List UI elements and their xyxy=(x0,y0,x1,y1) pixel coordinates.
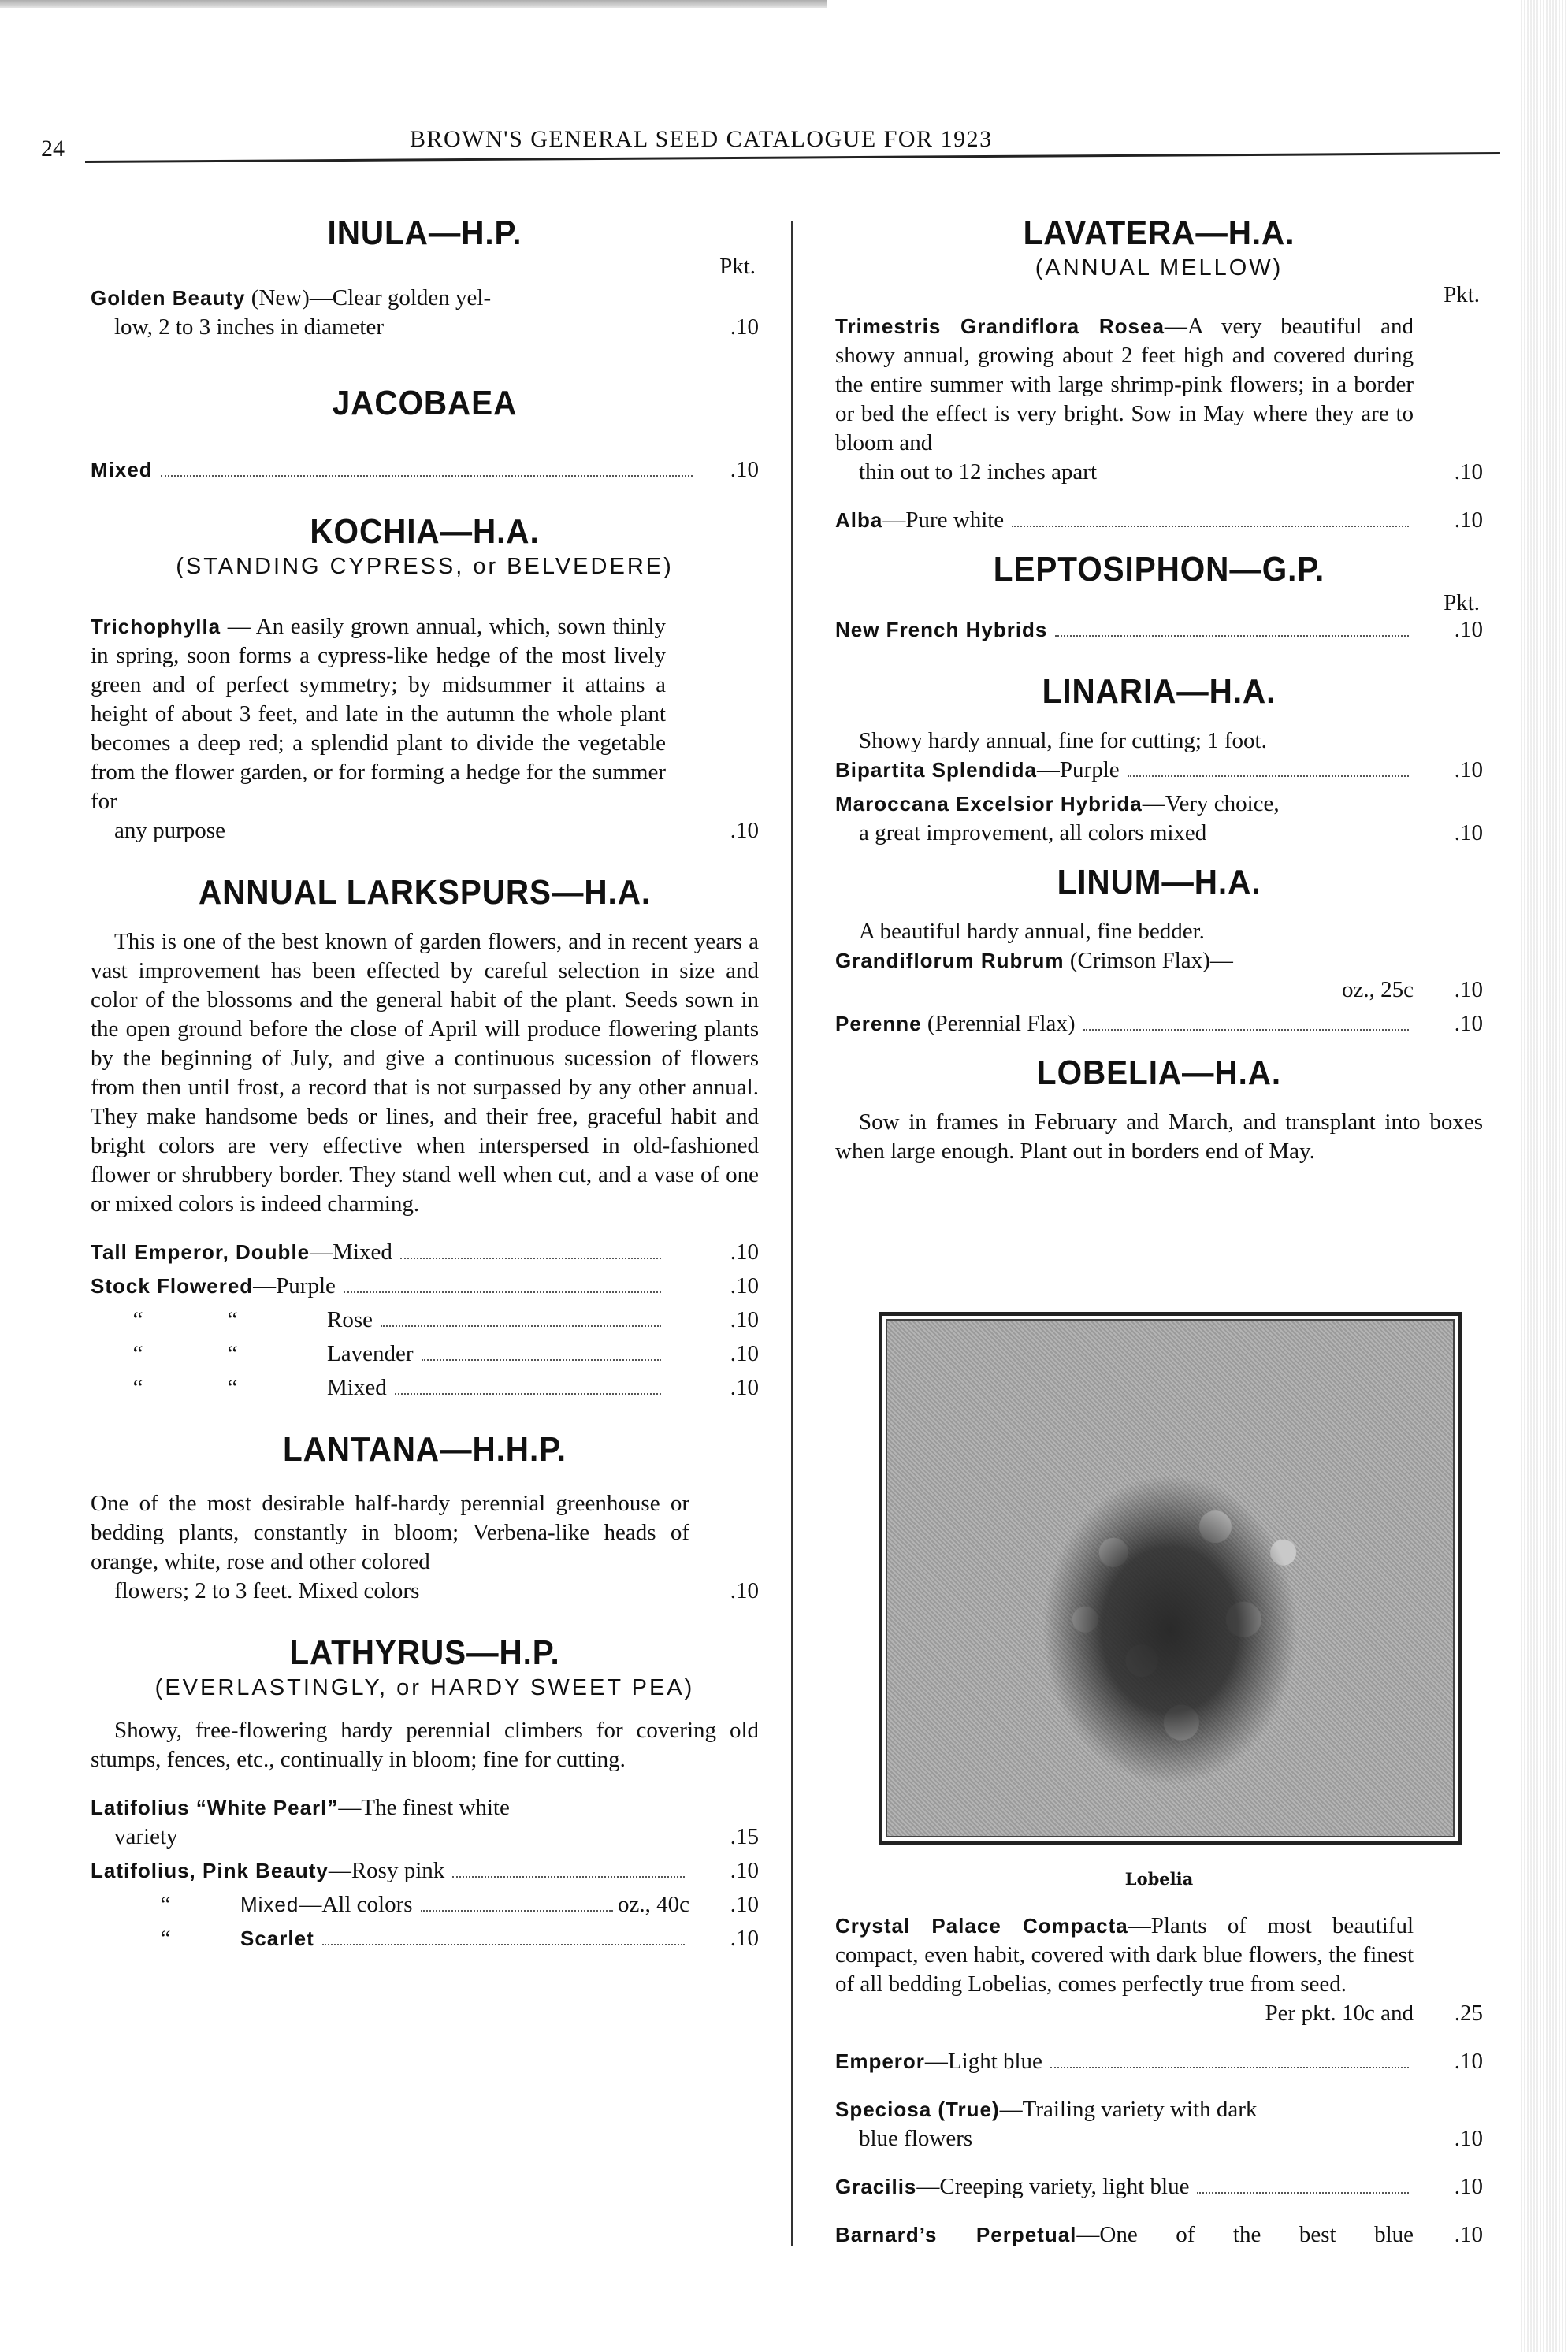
item-text-cont: variety xyxy=(114,1824,178,1849)
ditto-mark: “ xyxy=(227,1307,238,1332)
section-inula xyxy=(91,213,759,342)
section-jacobaea xyxy=(91,383,759,485)
item-price: .10 xyxy=(1454,2049,1483,2074)
item-price: .10 xyxy=(1454,820,1483,845)
list-item xyxy=(835,2047,1483,2076)
list-item xyxy=(835,615,1483,645)
item-name: Bipartita Splendida xyxy=(835,758,1037,782)
list-item xyxy=(91,1890,759,1919)
lobelia-list xyxy=(835,1907,1483,2250)
item-name: Speciosa (True) xyxy=(835,2097,1000,2121)
item-text-cont: low, 2 to 3 inches in diameter xyxy=(114,314,385,340)
item-price: .10 xyxy=(1454,2126,1483,2151)
item-name: Grandiflorum Rubrum xyxy=(835,949,1065,972)
item-text: —Purple xyxy=(253,1273,336,1299)
item-name: Perenne xyxy=(835,1012,922,1035)
section-lantana xyxy=(91,1429,759,1606)
item-price: .10 xyxy=(730,1892,759,1917)
section-subheading: (EVERLASTINGLY, or HARDY SWEET PEA) xyxy=(154,1675,695,1700)
section-leptosiphon xyxy=(835,549,1483,645)
list-item xyxy=(835,756,1483,785)
page-number: 24 xyxy=(41,136,65,162)
list-item xyxy=(91,284,759,342)
section-heading: LAVATERA—H.A. xyxy=(1023,214,1295,252)
item-price: .10 xyxy=(730,1375,759,1400)
item-text: —Pure white xyxy=(882,507,1005,533)
item-name: Maroccana Excelsior Hybrida xyxy=(835,792,1143,816)
item-price: .10 xyxy=(730,1341,759,1366)
item-text-cont: thin out to 12 inches apart xyxy=(859,459,1098,485)
list-item xyxy=(91,612,759,845)
item-price: .10 xyxy=(730,1239,759,1265)
item-name: Stock Flowered xyxy=(91,1274,254,1298)
section-subheading: (STANDING CYPRESS, or BELVEDERE) xyxy=(176,554,674,579)
item-text: —The finest white xyxy=(338,1795,510,1820)
item-price: .10 xyxy=(1454,617,1483,642)
item-name: Latifolius, Pink Beauty xyxy=(91,1859,329,1882)
list-item xyxy=(835,2172,1483,2202)
item-text: (New)—Clear golden yel- xyxy=(245,285,492,310)
section-heading: LINARIA—H.A. xyxy=(1042,672,1276,711)
item-text-cont: blue flowers xyxy=(859,2126,973,2151)
left-column xyxy=(91,213,759,1953)
section-heading: LOBELIA—H.A. xyxy=(1036,1053,1282,1092)
ditto-mark: “ xyxy=(227,1375,238,1400)
list-item xyxy=(91,1793,759,1852)
ditto-mark: “ xyxy=(160,1926,171,1951)
list-item xyxy=(91,1373,759,1403)
item-price: .10 xyxy=(730,457,759,482)
item-name: Trichophylla xyxy=(91,615,221,638)
ditto-mark: “ xyxy=(132,1307,143,1332)
item-text: (Perennial Flax) xyxy=(921,1011,1076,1036)
item-price: .10 xyxy=(730,1273,759,1299)
item-name: Tall Emperor, Double xyxy=(91,1240,310,1264)
section-description: This is one of the best known of garden flowers, and in recent years a vast improvement has been effected by careful selection in size and color of the blossoms and the general habit of the plant. Seeds sown in the open ground before the close of April will produce flowering plants by the beginning of July, and give a continuous sucession of flowers from then until frost, a record that is not surpassed by any other annual. They make handsome beds or lines, and their free, graceful habit and bright colors are very effective when interspersed in old-fashioned flower or shrubbery border. They stand well when cut, and a vase of one or mixed colors is indeed charming. xyxy=(91,929,759,1217)
section-subheading: (ANNUAL MELLOW) xyxy=(1035,255,1284,281)
item-text: —Very choice, xyxy=(1142,791,1280,816)
list-item xyxy=(835,1912,1483,2028)
item-price: .25 xyxy=(1454,2001,1483,2026)
section-heading: LATHYRUS—H.P. xyxy=(289,1633,560,1672)
item-text: Lavender xyxy=(327,1341,414,1366)
section-heading: KOCHIA—H.A. xyxy=(310,512,540,551)
item-text-cont: flowers; 2 to 3 feet. Mixed colors xyxy=(114,1578,420,1603)
list-item xyxy=(835,312,1483,487)
item-text: —Creeping variety, light blue xyxy=(916,2174,1190,2199)
item-price: .10 xyxy=(730,1858,759,1883)
section-heading: ANNUAL LARKSPURS—H.A. xyxy=(198,873,652,912)
item-extra-price: Per pkt. 10c and xyxy=(1265,2001,1414,2026)
section-description: A beautiful hardy annual, fine bedder. xyxy=(859,919,1205,944)
section-linaria xyxy=(835,671,1483,848)
item-text: —One of the best blue xyxy=(1076,2222,1414,2247)
section-heading: LANTANA—H.H.P. xyxy=(283,1430,567,1469)
section-description: Showy hardy annual, fine for cutting; 1 foot. xyxy=(859,728,1267,753)
item-price: .10 xyxy=(1454,2222,1483,2247)
list-item xyxy=(91,1856,759,1886)
scan-page-edge xyxy=(1521,0,1568,2352)
list-item xyxy=(835,1009,1483,1039)
item-text: —Mixed xyxy=(310,1239,392,1265)
item-name: Crystal Palace Compacta xyxy=(835,1914,1128,1938)
item-price: .10 xyxy=(1454,1011,1483,1036)
list-item xyxy=(91,1272,759,1301)
list-item xyxy=(91,1339,759,1369)
item-price: .10 xyxy=(730,1307,759,1332)
item-name: Mixed xyxy=(240,1893,299,1916)
item-price: .10 xyxy=(730,314,759,340)
header-rule xyxy=(85,152,1500,163)
item-text: (Crimson Flax)— xyxy=(1064,948,1233,973)
section-heading: LEPTOSIPHON—G.P. xyxy=(993,550,1325,589)
item-price: .10 xyxy=(1454,459,1483,485)
ditto-mark: “ xyxy=(132,1341,143,1366)
item-text-cont: any purpose xyxy=(114,818,225,843)
ditto-mark: “ xyxy=(132,1375,143,1400)
item-text: —A very beautiful and showy annual, growing about 2 feet high and covered during the entire summer with large shrimp-pink flowers; in a border or bed the effect is very bright. Sow in May where they are to bloom and xyxy=(835,314,1414,455)
list-item xyxy=(835,506,1483,535)
item-text: —Plants of most beautiful compact, even habit, covered with dark blue flowers, the finest of all bedding Lobelias, comes perfectly true from seed. xyxy=(835,1913,1414,1997)
item-price: .10 xyxy=(1454,757,1483,782)
section-linum xyxy=(835,862,1483,1039)
item-text: —Rosy pink xyxy=(328,1858,445,1883)
ditto-mark: “ xyxy=(160,1892,171,1917)
section-larkspurs xyxy=(91,872,759,1403)
item-name: Mixed xyxy=(91,458,153,481)
section-heading: LINUM—H.A. xyxy=(1057,863,1261,901)
section-description: One of the most desirable half-hardy perennial greenhouse or bedding plants, constantly in bloom; Verbena-like heads of orange, white, rose and other colored xyxy=(91,1491,689,1574)
item-price: .10 xyxy=(730,1926,759,1951)
item-text: —Purple xyxy=(1036,757,1120,782)
list-item xyxy=(835,946,1483,1005)
section-heading: JACOBAEA xyxy=(332,384,518,422)
list-item xyxy=(91,455,759,485)
section-lobelia xyxy=(835,1053,1483,1166)
ditto-mark: “ xyxy=(227,1341,238,1366)
pkt-label: Pkt. xyxy=(719,254,756,279)
item-name: Golden Beauty xyxy=(91,286,246,310)
pkt-label: Pkt. xyxy=(1444,282,1480,307)
item-name: Trimestris Grandiflora Rosea xyxy=(835,314,1165,338)
list-item xyxy=(91,1238,759,1267)
item-text: Mixed xyxy=(327,1375,387,1400)
section-lathyrus xyxy=(91,1633,759,1953)
item-name: Gracilis xyxy=(835,2175,917,2198)
item-text: —Trailing variety with dark xyxy=(999,2097,1258,2122)
item-price: .10 xyxy=(1454,977,1483,1002)
section-description: Showy, free-flowering hardy perennial climbers for covering old stumps, fences, etc., continually in bloom; fine for cutting. xyxy=(91,1718,759,1772)
item-text: Rose xyxy=(327,1307,373,1332)
item-text: —All colors xyxy=(299,1892,413,1917)
lobelia-photo xyxy=(879,1312,1462,1845)
running-title: BROWN'S GENERAL SEED CATALOGUE FOR 1923 xyxy=(410,126,993,152)
flower-photo-icon xyxy=(886,1319,1455,1837)
list-item xyxy=(91,1924,759,1953)
item-price: .10 xyxy=(1454,2174,1483,2199)
list-item xyxy=(835,2220,1483,2250)
item-text-cont: a great improvement, all colors mixed xyxy=(859,820,1207,845)
list-item xyxy=(835,2095,1483,2153)
list-item xyxy=(835,790,1483,848)
section-lavatera xyxy=(835,213,1483,535)
section-description: Sow in frames in February and March, and transplant into boxes when large enough. Plant out in borders end of May. xyxy=(835,1109,1483,1164)
list-item xyxy=(91,1306,759,1335)
item-name: Latifolius “White Pearl” xyxy=(91,1796,339,1819)
item-text: — An easily grown annual, which, sown thinly in spring, soon forms a cypress-like hedge of the most lively green and of perfect symmetry; by midsummer it attains a height of about 3 feet, and late in the autumn the whole plant becomes a deep red; a splendid plant to divide the vegetable from the flower garden, or for forming a hedge for the summer for xyxy=(91,614,666,814)
list-item xyxy=(91,1489,759,1606)
item-price: .15 xyxy=(730,1824,759,1849)
item-name: Alba xyxy=(835,508,883,532)
item-price: .10 xyxy=(1454,507,1483,533)
item-name: Scarlet xyxy=(240,1927,314,1950)
item-name: New French Hybrids xyxy=(835,618,1048,641)
section-heading: INULA—H.P. xyxy=(327,214,522,252)
item-price: .10 xyxy=(730,1578,759,1603)
item-price: .10 xyxy=(730,818,759,843)
item-extra-price: oz., 40c xyxy=(618,1892,689,1917)
section-kochia xyxy=(91,511,759,845)
item-extra-price: oz., 25c xyxy=(1342,977,1414,1002)
column-divider xyxy=(791,221,793,2246)
scan-edge-shadow xyxy=(0,0,827,8)
image-caption: Lobelia xyxy=(1124,1869,1194,1889)
item-name: Barnard’s Perpetual xyxy=(835,2223,1077,2246)
right-column xyxy=(835,213,1483,1166)
item-text: —Light blue xyxy=(924,2049,1042,2074)
pkt-label: Pkt. xyxy=(1444,590,1480,615)
item-name: Emperor xyxy=(835,2049,925,2073)
